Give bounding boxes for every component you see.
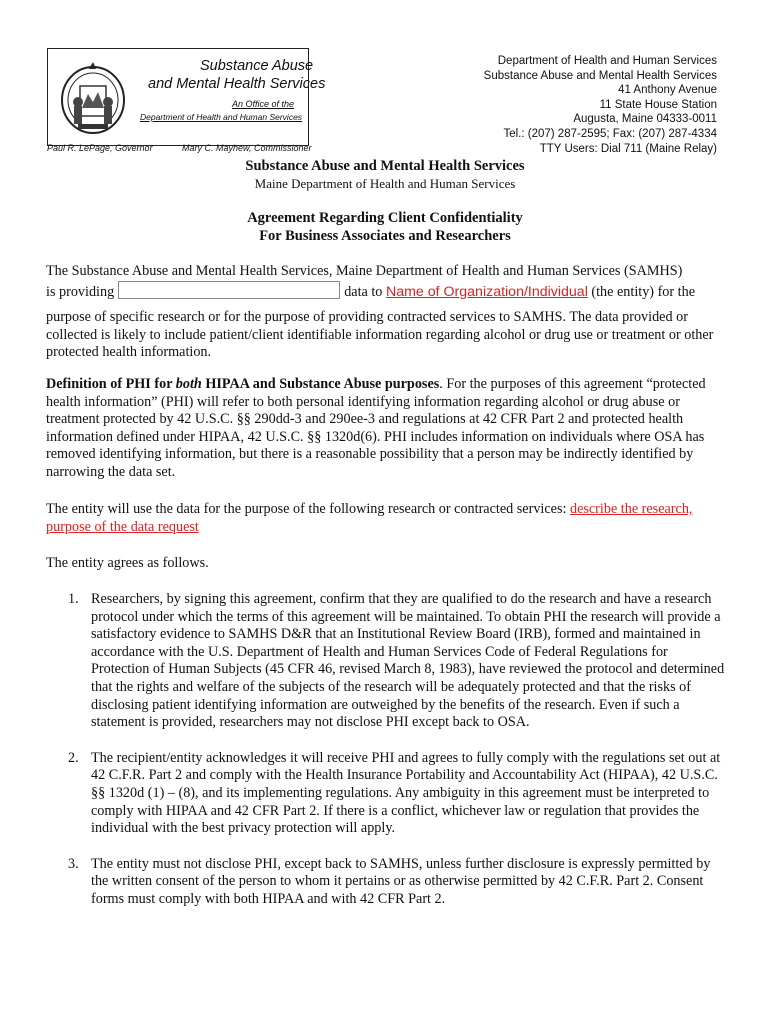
document-subtitle: Maine Department of Health and Human Services — [254, 176, 516, 191]
purpose-description-field[interactable]: describe the research, purpose of the data request — [46, 501, 693, 535]
document-title: Substance Abuse and Mental Health Services — [245, 158, 525, 174]
agreement-title-line2: For Business Associates and Researchers — [259, 228, 511, 244]
definition-heading: Definition of PHI for — [46, 376, 173, 392]
address-line: 41 Anthony Avenue — [618, 84, 717, 97]
entity-name-field[interactable]: Name of Organization/Individual — [385, 283, 588, 300]
list-item — [46, 856, 726, 909]
intro-line1: The Substance Abuse and Mental Health Services, Maine Department of Health and Human Services (SAMHS) — [46, 263, 683, 279]
address-line: Department of Health and Human Services — [497, 55, 717, 67]
list-item — [46, 750, 726, 838]
purpose-text: The entity will use the data for the purpose of the following research or contracted services: — [46, 501, 567, 517]
address-line: Augusta, Maine 04333-0011 — [573, 113, 717, 126]
list-item — [46, 591, 726, 732]
intro-rest-text: purpose of specific research or for the purpose of providing contracted services to SAMHS. The data provided or collected is likely to include patient/client identifiable information regarding alcohol or drug use or treatment or other protected health information. — [46, 309, 714, 361]
maine-state-seal-icon — [58, 58, 128, 138]
agency-name-line1: Substance Abuse — [200, 58, 314, 74]
definition-text: . For the purposes of this agreement “protected health information” (PHI) will refer to both personal identifying information regarding alcohol or drug abuse or treatment protected by 42 U.S.C. §§ 290dd-3 and 290ee-3 and regulations at 42 CFR Part 2 and protected health information defined under HIPAA, 42 U.S.C. §§ 1320d(6). PHI includes information on individuals where OSA has removed identifying information, but there is a reasonable possibility that a person may be indirectly identified by narrowing the data set. — [46, 376, 706, 480]
governor-name: Paul R. LePage, Governor — [47, 143, 153, 153]
definition-paragraph — [46, 376, 726, 482]
address-line: Tel.: (207) 287-2595; Fax: (207) 287-4334 — [503, 127, 717, 140]
terms-list — [46, 591, 726, 909]
data-to-label: data to — [344, 283, 383, 300]
list-item-text: The recipient/entity acknowledges it will receive PHI and agrees to fully comply with the regulations set out at 42 C.F.R. Part 2 and comply with the Health Insurance Portability and Accountability Act (HIPAA), 42 U.S.C. §§ 1320d (1) – (8), and its implementing regulations. Any ambiguity in this agreement must be interpreted to comply with HIPAA and 42 CFR Part 2. If there is a conflict, whichever law or regulation that provides the individual with the best privacy protection will apply. — [91, 749, 721, 837]
agrees-text: The entity agrees as follows. — [46, 555, 209, 571]
agency-name-line2: and Mental Health Services — [148, 76, 326, 92]
is-providing-label: is providing — [46, 283, 115, 300]
office-department-label: Department of Health and Human Services — [140, 112, 303, 122]
list-item-number: 1. — [68, 591, 79, 607]
office-of-label: An Office of the — [232, 99, 295, 109]
entity-suffix-text: (the entity) for the — [591, 283, 695, 300]
agreement-title-line1: Agreement Regarding Client Confidentiality — [247, 210, 523, 226]
list-item-number: 3. — [68, 855, 79, 872]
address-line: Substance Abuse and Mental Health Services — [483, 69, 717, 82]
address-line: TTY Users: Dial 711 (Maine Relay) — [539, 142, 717, 155]
commissioner-name: Mary C. Mayhew, Commissioner — [182, 143, 312, 153]
address-block — [484, 54, 717, 156]
definition-heading-emphasis: both — [175, 376, 202, 392]
list-item-text: Researchers, by signing this agreement, confirm that they are qualified to do the research and have a research protocol under which the terms of this agreement will be maintained. To obtain PHI the research will provide a satisfactory evidence to SAMHS D&R that an Institutional Review Board (IRB), formed and maintained in accordance with the U.S. Department of Health and Human Services Code of Federal Regulations for Protection of Human Subjects (45 CFR 46, revised March 8, 1983), have reviewed the protocol and determined that the rights and welfare of the subjects of the research will be adequately protected and that the risks of disclosing patient identifying information are outweighed by the benefits of the research. Even if such a statement is provided, researchers may not disclose PHI except back to OSA. — [91, 591, 725, 731]
data-type-input[interactable] — [118, 281, 340, 299]
list-item-number: 2. — [68, 749, 79, 766]
list-item-text: The entity must not disclose PHI, except back to SAMHS, unless further disclosure is expressly permitted by the written consent of the person to whom it pertains or as otherwise permitted by 42 C.F.R. Part 2. Consent forms must comply with both HIPAA and with 42 CFR Part 2. — [91, 855, 711, 907]
address-line: 11 State House Station — [599, 98, 717, 111]
purpose-paragraph — [46, 501, 726, 536]
intro-paragraph — [46, 263, 726, 362]
definition-heading-rest: HIPAA and Substance Abuse purposes — [205, 376, 440, 392]
